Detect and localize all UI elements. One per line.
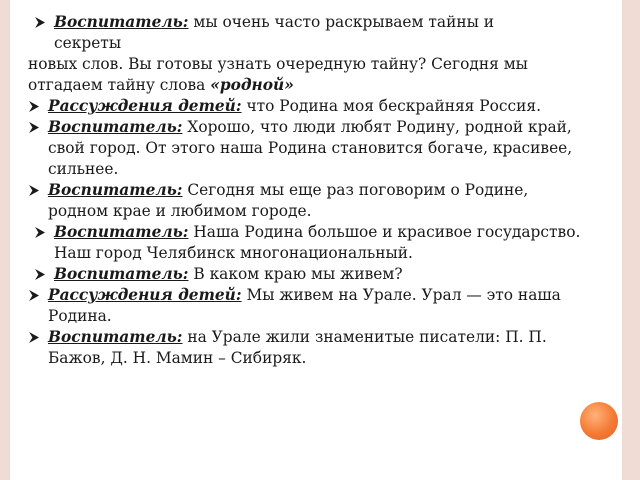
speaker-label: Воспитатель: [54, 223, 189, 241]
paragraph [28, 54, 588, 96]
keyword: «родной» [210, 76, 294, 94]
speaker-label: Воспитатель: [54, 13, 189, 31]
speaker-label: Воспитатель: [54, 265, 189, 283]
bullet-item [28, 117, 588, 180]
arrowhead-bullet-icon [28, 185, 39, 196]
orange-circle-icon [580, 402, 618, 440]
arrowhead-bullet-icon [34, 227, 45, 238]
speaker-label: Воспитатель: [48, 181, 183, 199]
bullet-item [28, 264, 588, 285]
speaker-label: Рассуждения детей: [48, 97, 242, 115]
arrowhead-bullet-icon [34, 269, 45, 280]
line-text: что Родина моя бескрайняя Россия. [241, 97, 541, 115]
line-text: В каком краю мы живем? [188, 265, 403, 283]
slide-panel [10, 0, 622, 480]
arrowhead-bullet-icon [28, 101, 39, 112]
line-text: Хорошо, что люди любят Родину, родной край, свой город. От этого наша Родина становится богаче, красивее, сильнее. [48, 118, 573, 178]
line-text: Наша Родина большое и красивое государство. Наш город Челябинск многонациональный. [54, 223, 581, 262]
arrowhead-bullet-icon [28, 332, 39, 343]
line-text: Сегодня мы еще раз поговорим о Родине, родном крае и любимом городе. [48, 181, 529, 220]
line-text: на Урале жили знаменитые писатели: П. П. Бажов, Д. Н. Мамин – Сибиряк. [48, 328, 547, 367]
bullet-item [28, 327, 588, 369]
arrowhead-bullet-icon [28, 290, 39, 301]
bullet-item [28, 222, 588, 264]
slide-content [28, 12, 588, 369]
arrowhead-bullet-icon [34, 17, 45, 28]
bullet-item [28, 285, 588, 327]
arrowhead-bullet-icon [28, 122, 39, 133]
bullet-item [28, 12, 534, 54]
line-text: мы очень часто раскрываем тайны и секреты [54, 13, 494, 52]
speaker-label: Воспитатель: [48, 328, 183, 346]
speaker-label: Воспитатель: [48, 118, 183, 136]
bullet-item [28, 180, 588, 222]
bullet-item [28, 96, 588, 117]
speaker-label: Рассуждения детей: [48, 286, 242, 304]
line-text: Мы живем на Урале. Урал — это наша Родина. [48, 286, 561, 325]
line-text: новых слов. Вы готовы узнать очередную тайну? Сегодня мы отгадаем тайну слова [28, 55, 528, 94]
